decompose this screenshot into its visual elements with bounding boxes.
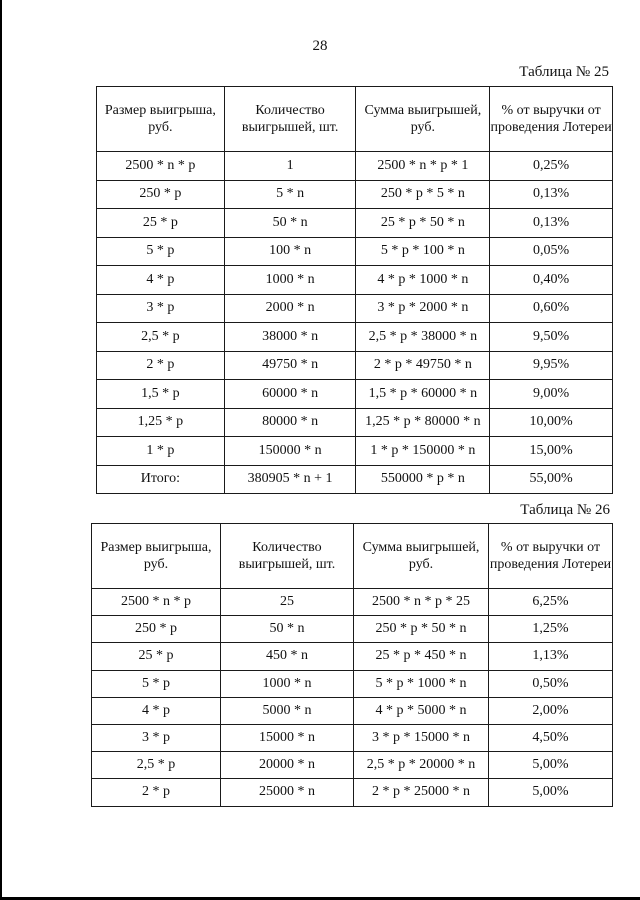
table-26	[91, 523, 613, 807]
table-cell: 5,00%	[489, 752, 613, 779]
table-cell: 9,00%	[490, 380, 613, 409]
table-cell: 25 * p	[92, 643, 221, 670]
table-26-body	[92, 589, 613, 807]
table-cell: 0,60%	[490, 294, 613, 323]
table-cell: 5 * p * 100 * n	[356, 237, 490, 266]
table-cell: 5 * n	[224, 180, 356, 209]
table-cell: 25 * p * 50 * n	[356, 209, 490, 238]
column-header: % от выручки от проведения Лотереи	[489, 524, 613, 589]
table-cell: 250 * p	[97, 180, 225, 209]
column-header: % от выручки от проведения Лотереи	[490, 87, 613, 152]
table-cell: 0,40%	[490, 266, 613, 295]
table-cell: 1 * p * 150000 * n	[356, 437, 490, 466]
table-row	[97, 351, 613, 380]
table-cell: 250 * p * 50 * n	[354, 616, 489, 643]
table-cell: 4 * p	[92, 697, 221, 724]
column-header: Количество выигрышей, шт.	[220, 524, 353, 589]
table-cell: 55,00%	[490, 465, 613, 494]
table-cell: 150000 * n	[224, 437, 356, 466]
table-cell: 5,00%	[489, 779, 613, 806]
table-cell: 4 * p * 5000 * n	[354, 697, 489, 724]
table-cell: 25	[220, 589, 353, 616]
table-cell: 20000 * n	[220, 752, 353, 779]
table-cell: 1,25%	[489, 616, 613, 643]
table-cell: 450 * n	[220, 643, 353, 670]
column-header: Размер выигрыша, руб.	[97, 87, 225, 152]
table-row	[97, 380, 613, 409]
table-cell: 10,00%	[490, 408, 613, 437]
table-cell: 2,5 * p * 38000 * n	[356, 323, 490, 352]
table-cell: 1,13%	[489, 643, 613, 670]
table-cell: 2000 * n	[224, 294, 356, 323]
table-cell: 4 * p * 1000 * n	[356, 266, 490, 295]
table-cell: 100 * n	[224, 237, 356, 266]
table-cell: 0,13%	[490, 209, 613, 238]
table-row	[97, 237, 613, 266]
table-cell: 1,5 * p	[97, 380, 225, 409]
table-cell: 6,25%	[489, 589, 613, 616]
header-row	[92, 524, 613, 589]
table-row	[92, 724, 613, 751]
table-cell: 50 * n	[220, 616, 353, 643]
table-cell: 2 * p	[92, 779, 221, 806]
table-cell: 2 * p	[97, 351, 225, 380]
table-cell: 0,25%	[490, 152, 613, 181]
table-row	[97, 437, 613, 466]
table-cell: 4,50%	[489, 724, 613, 751]
table-cell: 2 * p * 25000 * n	[354, 779, 489, 806]
table-cell: 1000 * n	[220, 670, 353, 697]
column-header: Размер выигрыша, руб.	[92, 524, 221, 589]
page-number: 28	[312, 38, 328, 54]
table-cell: 3 * p * 15000 * n	[354, 724, 489, 751]
table-cell: 3 * p * 2000 * n	[356, 294, 490, 323]
table-cell: 0,05%	[490, 237, 613, 266]
table-cell: 380905 * n + 1	[224, 465, 356, 494]
table-cell: 0,50%	[489, 670, 613, 697]
table-cell: Итого:	[97, 465, 225, 494]
table-cell: 2 * p * 49750 * n	[356, 351, 490, 380]
table-cell: 5 * p * 1000 * n	[354, 670, 489, 697]
table-cell: 1	[224, 152, 356, 181]
table-cell: 2500 * n * p * 1	[356, 152, 490, 181]
table-row	[97, 294, 613, 323]
table-cell: 2500 * n * p * 25	[354, 589, 489, 616]
table-cell: 4 * p	[97, 266, 225, 295]
table-cell: 1000 * n	[224, 266, 356, 295]
table-row	[97, 152, 613, 181]
table-cell: 1 * p	[97, 437, 225, 466]
table-cell: 49750 * n	[224, 351, 356, 380]
table-row	[97, 465, 613, 494]
table-25-body	[97, 152, 613, 494]
table-cell: 50 * n	[224, 209, 356, 238]
table-cell: 60000 * n	[224, 380, 356, 409]
table-cell: 25000 * n	[220, 779, 353, 806]
table-row	[92, 616, 613, 643]
table-26-caption: Таблица № 26	[520, 502, 610, 518]
table-cell: 2500 * n * p	[92, 589, 221, 616]
table-cell: 5000 * n	[220, 697, 353, 724]
table-cell: 2,5 * p	[92, 752, 221, 779]
table-row	[97, 180, 613, 209]
table-cell: 1,25 * p	[97, 408, 225, 437]
table-row	[92, 779, 613, 806]
table-25	[96, 86, 613, 494]
table-cell: 0,13%	[490, 180, 613, 209]
table-row	[97, 323, 613, 352]
table-cell: 1,25 * p * 80000 * n	[356, 408, 490, 437]
table-cell: 15000 * n	[220, 724, 353, 751]
header-row	[97, 87, 613, 152]
column-header: Количество выигрышей, шт.	[224, 87, 356, 152]
table-row	[92, 752, 613, 779]
table-25-caption: Таблица № 25	[519, 64, 609, 80]
table-row	[92, 697, 613, 724]
table-cell: 250 * p	[92, 616, 221, 643]
table-cell: 3 * p	[97, 294, 225, 323]
table-row	[97, 266, 613, 295]
table-25-header	[97, 87, 613, 152]
table-cell: 5 * p	[92, 670, 221, 697]
table-cell: 250 * p * 5 * n	[356, 180, 490, 209]
column-header: Сумма выигрышей, руб.	[356, 87, 490, 152]
table-cell: 5 * p	[97, 237, 225, 266]
table-row	[92, 643, 613, 670]
table-row	[97, 209, 613, 238]
scan-left-edge	[0, 0, 2, 900]
table-cell: 9,50%	[490, 323, 613, 352]
table-row	[92, 670, 613, 697]
table-row	[92, 589, 613, 616]
table-cell: 2,5 * p	[97, 323, 225, 352]
table-cell: 1,5 * p * 60000 * n	[356, 380, 490, 409]
column-header: Сумма выигрышей, руб.	[354, 524, 489, 589]
table-cell: 80000 * n	[224, 408, 356, 437]
table-cell: 2,5 * p * 20000 * n	[354, 752, 489, 779]
table-cell: 25 * p	[97, 209, 225, 238]
table-cell: 15,00%	[490, 437, 613, 466]
table-cell: 2500 * n * p	[97, 152, 225, 181]
table-cell: 550000 * p * n	[356, 465, 490, 494]
table-26-header	[92, 524, 613, 589]
table-cell: 38000 * n	[224, 323, 356, 352]
table-cell: 9,95%	[490, 351, 613, 380]
table-row	[97, 408, 613, 437]
table-cell: 25 * p * 450 * n	[354, 643, 489, 670]
table-cell: 2,00%	[489, 697, 613, 724]
table-cell: 3 * p	[92, 724, 221, 751]
